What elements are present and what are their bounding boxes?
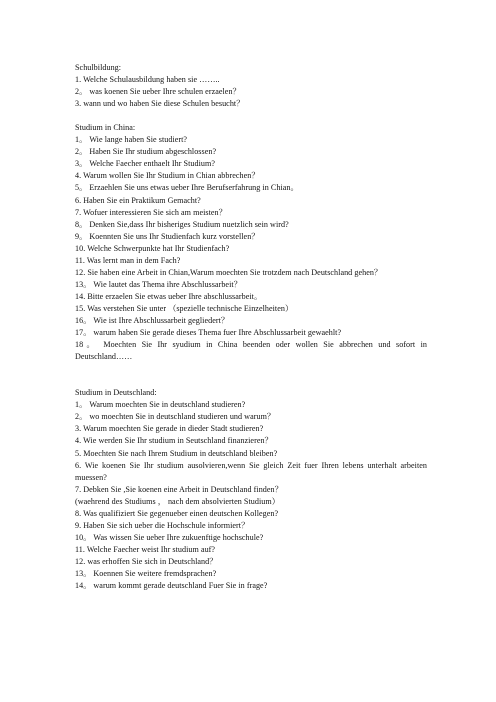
question-item: 9。 Koennten Sie uns Ihr Studienfach kurz vorstellen？: [75, 231, 260, 241]
question-item: 12. Sie haben eine Arbeit in Chian,Warum moechten Sie trotzdem nach Deutschland gehen？: [75, 267, 383, 277]
question-item: 1。 Warum moechten Sie in deutschland studieren?: [75, 400, 246, 410]
question-item: 11. Welche Faecher weist Ihr studium auf?: [75, 544, 216, 554]
question-item: 17。 warum haben Sie gerade dieses Thema fuer Ihre Abschlussarbeit gewaehlt?: [75, 328, 342, 338]
question-item: 18。 Moechten Sie Ihr syudium in China beenden oder wollen Sie abbrechen und sofort in Deutschland……: [75, 340, 427, 362]
section-gap: [75, 375, 427, 387]
question-item: 1。 Wie lange haben Sie studiert?: [75, 135, 188, 145]
question-item: 7. Wofuer interessieren Sie sich am meisten？: [75, 207, 227, 217]
question-item: 4. Wie werden Sie Ihr studium in Seutschland finanzieren？: [75, 436, 273, 446]
document-body: [75, 62, 427, 592]
question-item: 11. Was lernt man in dem Fach?: [75, 255, 181, 265]
question-item: 14。 warum kommt gerade deutschland Fuer Sie in frage?: [75, 581, 268, 591]
section-gap: [75, 110, 427, 122]
question-item: 13。 Wie lautet das Thema ihre Abschlussarbeit？: [75, 279, 242, 289]
question-item: 12. was erhoffen Sie sich in Deutschland？: [75, 556, 218, 566]
section-gap: [75, 363, 427, 375]
question-item: 2。 was koenen Sie ueber Ihre schulen erzaelen？: [75, 87, 241, 97]
question-item: 14. Bitte erzaelen Sie etwas ueber Ihre abschlussarbeit。: [75, 291, 263, 301]
question-item: 3. Warum moechten Sie gerade in dieder Stadt studieren?: [75, 424, 264, 434]
question-item: 8。 Denken Sie,dass Ihr bisheriges Studium nuetzlich sein wird?: [75, 219, 289, 229]
question-item: 13。 Koennen Sie weitere fremdsprachen?: [75, 568, 217, 578]
question-item: 15. Was verstehen Sie unter （spezielle technische Einzelheiten）: [75, 303, 294, 313]
question-item: 7. Debken Sie ,Sie koenen eine Arbeit in Deutschland finden？: [75, 484, 283, 494]
question-item: 4. Warum wollen Sie Ihr Studium in Chian abbrechen？: [75, 171, 260, 181]
question-item: 10。 Was wissen Sie ueber Ihre zukuenftige hochschule?: [75, 532, 264, 542]
question-item: 3. wann und wo haben Sie diese Schulen besucht？: [75, 99, 245, 109]
question-item: 2。 Haben Sie Ihr studium abgeschlossen?: [75, 147, 217, 157]
question-item: 8. Was qualifiziert Sie gegenueber einen deutschen Kollegen?: [75, 508, 279, 518]
question-item: 5. Moechten Sie nach Ihrem Studium in deutschland bleiben?: [75, 448, 278, 458]
section-heading-schulbildung: Schulbildung:: [75, 63, 122, 72]
question-item: 6. Haben Sie ein Praktikum Gemacht?: [75, 195, 201, 205]
section-heading-studium-deutschland: Studium in Deutschland:: [75, 388, 157, 398]
question-item: 3。 Welche Faecher enthaelt Ihr Studium?: [75, 159, 215, 169]
question-item: 5。 Erzaehlen Sie uns etwas ueber Ihre Berufserfahrung in Chian。: [75, 183, 299, 193]
question-item: 2。 wo moechten Sie in deutschland studieren und warum？: [75, 412, 276, 422]
question-item: 6. Wie koenen Sie Ihr studium ausolvieren,wenn Sie gleich Zeit fuer Ihren lebens unterhalt arbeiten muessen?: [75, 460, 427, 482]
question-item: 9. Haben Sie sich ueber die Hochschule informiert？: [75, 520, 250, 530]
question-item: 10. Welche Schwerpunkte hat Ihr Studienfach?: [75, 243, 230, 253]
question-item: 16。 Wie ist Ihre Abschlussarbeit gegliedert？: [75, 315, 230, 325]
section-heading-studium-china: Studium in China:: [75, 123, 136, 133]
question-item: (waehrend des Studiums ， nach dem absolvierten Studium）: [75, 496, 280, 506]
question-item: 1. Welche Schulausbildung haben sie ……..: [75, 75, 220, 85]
